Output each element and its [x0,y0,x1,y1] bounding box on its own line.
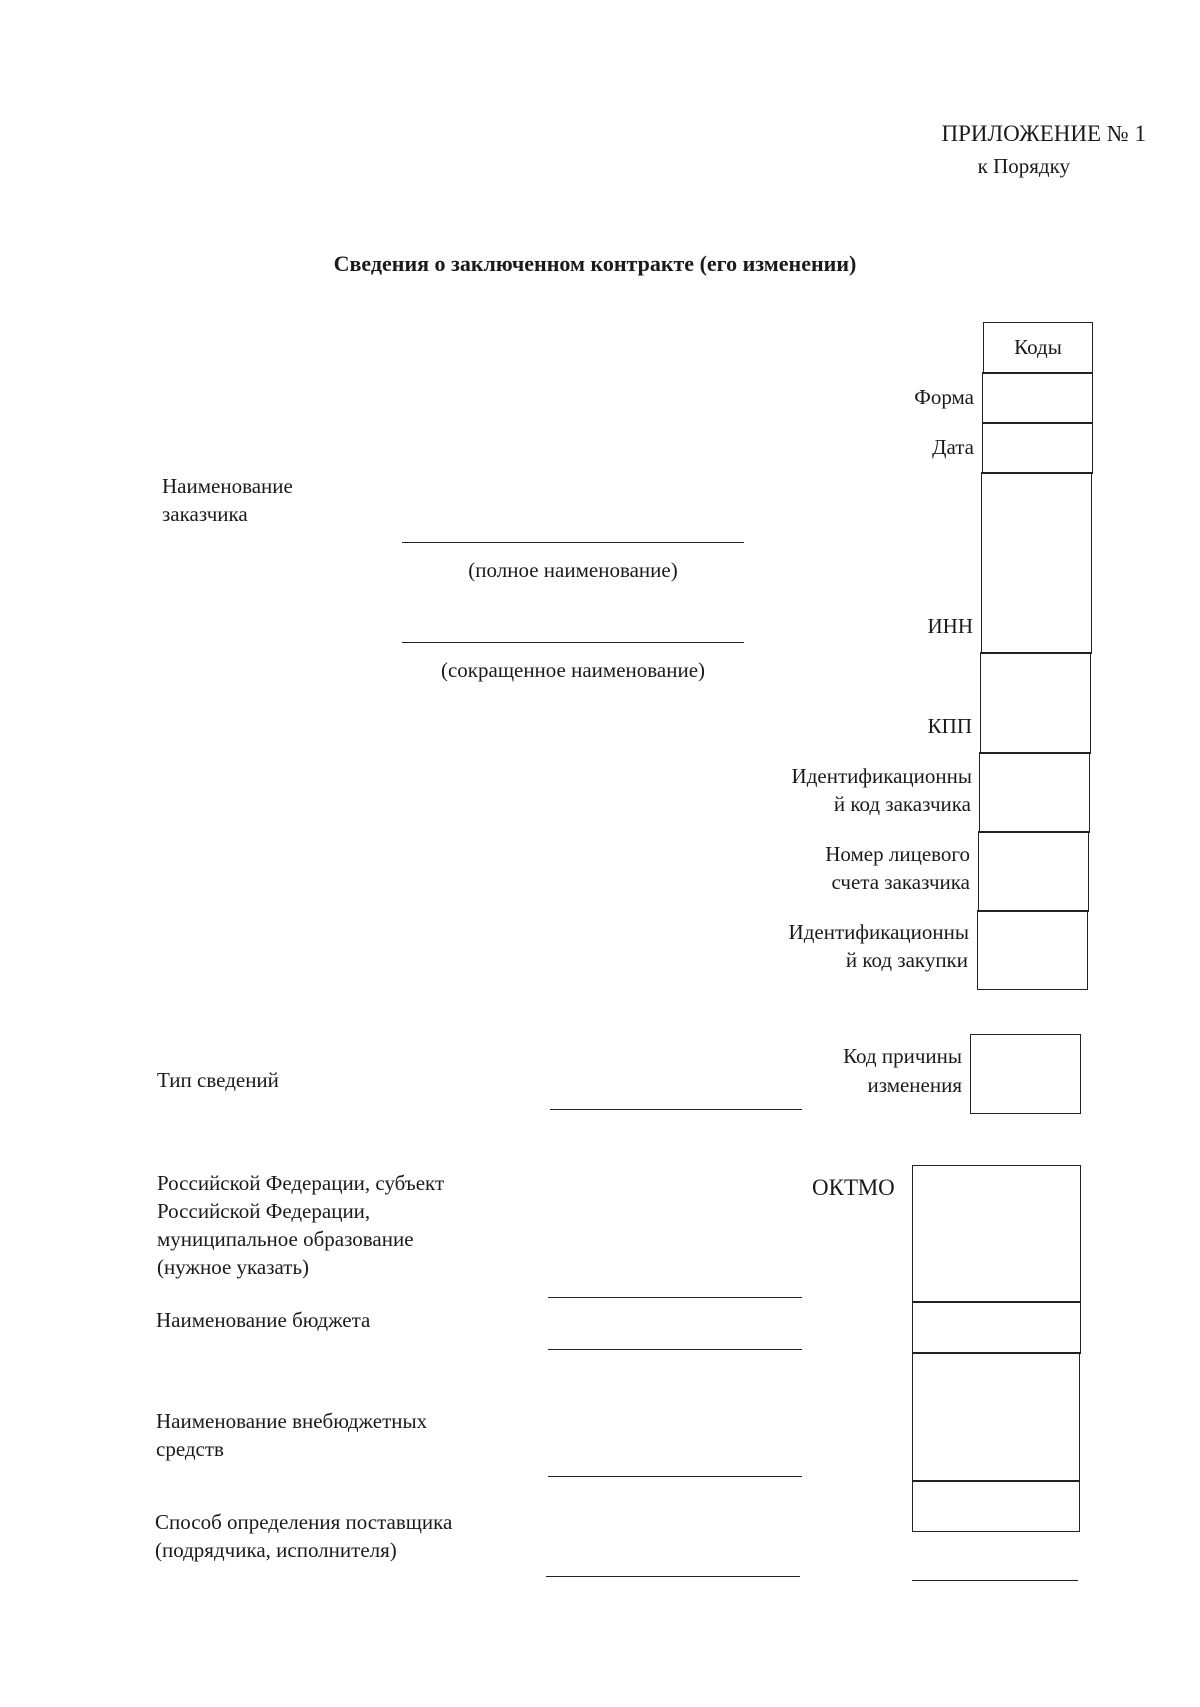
account-label-2: счета заказчика [831,870,970,894]
customer-full-name-field[interactable] [402,542,744,543]
supplier-method-label-1: Способ определения поставщика [155,1510,453,1534]
full-name-caption: (полное наименование) [468,558,678,582]
info-type-label: Тип сведений [157,1068,279,1092]
customer-short-name-field[interactable] [402,642,744,643]
customer-id-label-2: й код заказчика [833,792,971,816]
codes-header-label: Коды [1014,335,1062,359]
page-title: Сведения о заключенном контракте (его изменении) [333,251,857,276]
inn-label: ИНН [927,614,973,638]
oktmo-code-cell[interactable] [912,1165,1081,1303]
supplier-method-label-2: (подрядчика, исполнителя) [155,1538,397,1562]
appendix-label: ПРИЛОЖЕНИЕ № 1 [941,121,1146,146]
offbudget-label-1: Наименование внебюджетных [156,1409,428,1433]
codes-header-cell [983,322,1093,374]
customer-id-code-cell[interactable] [979,752,1090,833]
kpp-label: КПП [927,714,972,738]
short-name-caption: (сокращенное наименование) [440,658,706,682]
federation-label-2: Российской Федерации, [157,1199,371,1223]
supplier-method-field[interactable] [546,1576,800,1577]
account-code-cell[interactable] [978,831,1089,912]
change-reason-code-cell[interactable] [970,1034,1081,1114]
change-reason-label-2: изменения [867,1073,962,1097]
customer-id-label-1: Идентификационны [791,764,972,788]
date-label: Дата [932,435,974,459]
date-code-cell[interactable] [982,422,1093,474]
account-label-1: Номер лицевого [825,842,970,866]
to-order-label: к Порядку [977,154,1070,178]
budget-name-label: Наименование бюджета [156,1308,371,1332]
kpp-code-cell[interactable] [980,652,1091,754]
customer-label-1: Наименование [162,474,293,498]
supplier-method-code-cell[interactable] [912,1480,1080,1532]
budget-code-cell[interactable] [912,1301,1081,1354]
customer-label-2: заказчика [162,502,248,526]
offbudget-label-2: средств [156,1437,224,1461]
offbudget-code-cell[interactable] [912,1352,1080,1482]
federation-label-4: (нужное указать) [157,1255,310,1279]
form-code-cell[interactable] [982,372,1093,424]
oktmo-label: ОКТМО [812,1175,895,1200]
purchase-id-code-cell[interactable] [977,910,1088,990]
extra-code-field[interactable] [912,1580,1078,1581]
info-type-field[interactable] [550,1109,802,1110]
federation-label-1: Российской Федерации, субъект [157,1171,445,1195]
form-label: Форма [914,385,974,409]
federation-label-3: муниципальное образование [157,1227,414,1251]
federation-field[interactable] [548,1297,802,1298]
change-reason-label-1: Код причины [843,1044,962,1068]
inn-code-cell[interactable] [981,472,1092,654]
offbudget-field[interactable] [548,1476,802,1477]
purchase-id-label-1: Идентификационны [788,920,969,944]
budget-name-field[interactable] [548,1349,802,1350]
purchase-id-label-2: й код закупки [845,948,968,972]
